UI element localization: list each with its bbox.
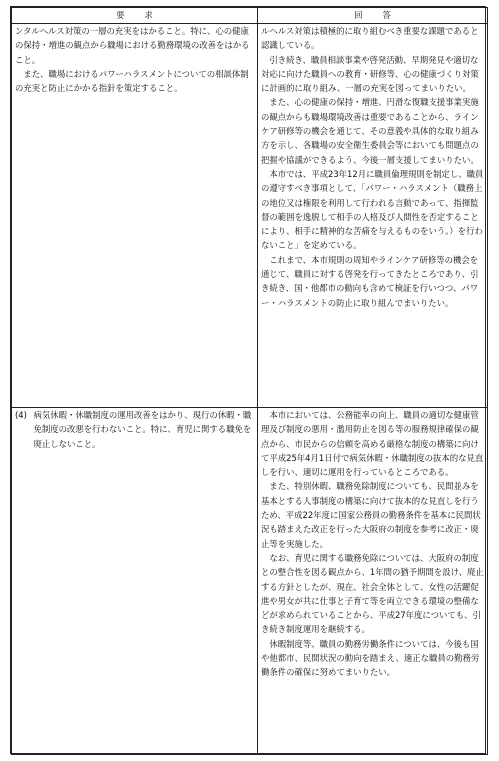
answer-paragraph: また、心の健康の保持・増進、円滑な復職支援事業実施の観点からも職場環境改善は重要であることから、ラインケア研修等の機会を通じて、その意義や具体的な取り組み方を示し、各職場の安全衛生委員会等においても問題点の把握や協議ができるよう、今後一層支援してまいりたい。 bbox=[261, 97, 479, 165]
answer-paragraph: 引き続き、職員相談事業や啓発活動、早期発見や適切な対応に向けた職員への教育・研修等、心の健康づくり対策に計画的に取り組み、一層の充実を図ってまいりたい。 bbox=[261, 54, 479, 94]
table-row bbox=[12, 24, 488, 408]
answer-paragraph: ルヘルス対策は積極的に取り組むべき重要な課題であると認識している。 bbox=[261, 26, 479, 51]
answer-paragraph: なお、育児に関する職務免除については、大阪府の制度との整合性を図る観点から、1年間の猶予期間を設け、廃止する方針としたが、現在、社会全体として、女性の活躍促進や男女が共に仕事と子育て等を両立できる環境の整備などが求められていることから、平成27年度についても、引き続き制度運用を継続する。 bbox=[261, 552, 484, 635]
answer-paragraph: 休暇制度等、職員の勤務労働条件については、今後も国や他都市、民間状況の動向を踏まえ、適正な職員の勤務労働条件の確保に努めてまいりたい。 bbox=[261, 638, 480, 678]
answer-cell bbox=[258, 24, 488, 408]
requirement-text: 病気休暇・休職制度の運用改善をはかり、現行の休暇・職免制度の改悪を行わないこと。特に、育児に関する職免を廃止しないこと。 bbox=[33, 410, 252, 449]
requirement-paragraph: ンタルヘルス対策の一層の充実をはかること。特に、心の健康の保持・増進の観点から職場における勤務環境の改善をはかること。 bbox=[15, 26, 250, 65]
request-answer-table bbox=[11, 7, 488, 755]
requirement-cell bbox=[12, 408, 258, 755]
header-requirement: 要求 bbox=[12, 8, 258, 24]
table-row bbox=[12, 408, 488, 755]
item-number: (4) bbox=[15, 410, 27, 420]
answer-paragraph: 本市では、平成23年12月に職員倫理規則を制定し、職員の遵守すべき事項として、「パワー・ハラスメント（職務上の地位又は権限を利用して行われる言動であって、指揮監督の範囲を逸脱して相手の人格及び人間性を否定することにより、相手に精神的な苦痛を与えるものをいう。）を行わないこと」を定めている。 bbox=[261, 168, 484, 251]
requirement-item bbox=[15, 408, 254, 451]
answer-paragraph: また、特別休暇、職務免除制度についても、民間並みを基本とする人事制度の構築に向けて抜本的な見直しを行うため、平成22年度に国家公務員の勤務条件を基本に民間状況も踏まえた改正を行った大阪府の制度を参考に改正・廃止等を実施した。 bbox=[261, 481, 481, 549]
requirement-paragraph: また、職場におけるパワーハラスメントについての相談体制の充実と防止にかかる指針を策定すること。 bbox=[15, 68, 249, 94]
requirement-cell bbox=[12, 24, 258, 408]
header-answer: 回答 bbox=[258, 8, 488, 24]
document-page bbox=[10, 6, 486, 754]
answer-paragraph: 本市においては、公務能率の向上、職員の適切な健康管理及び制度の悪用・濫用防止を図る等の服務規律確保の観点から、市民からの信頼を高める厳格な制度の構築に向けて平成25年4月1日付で病気休暇・休職制度の抜本的な見直しを行い、適切に運用を行っているところである。 bbox=[261, 410, 484, 478]
answer-cell bbox=[258, 408, 488, 755]
answer-paragraph: これまで、本市規則の周知やラインケア研修等の機会を通じて、職員に対する啓発を行ってきたところであり、引き続き、国・他都市の動向も含めて検証を行いつつ、パワー・ハラスメントの防止に取り組んでまいりたい。 bbox=[261, 254, 479, 308]
table-header-row bbox=[12, 8, 488, 24]
